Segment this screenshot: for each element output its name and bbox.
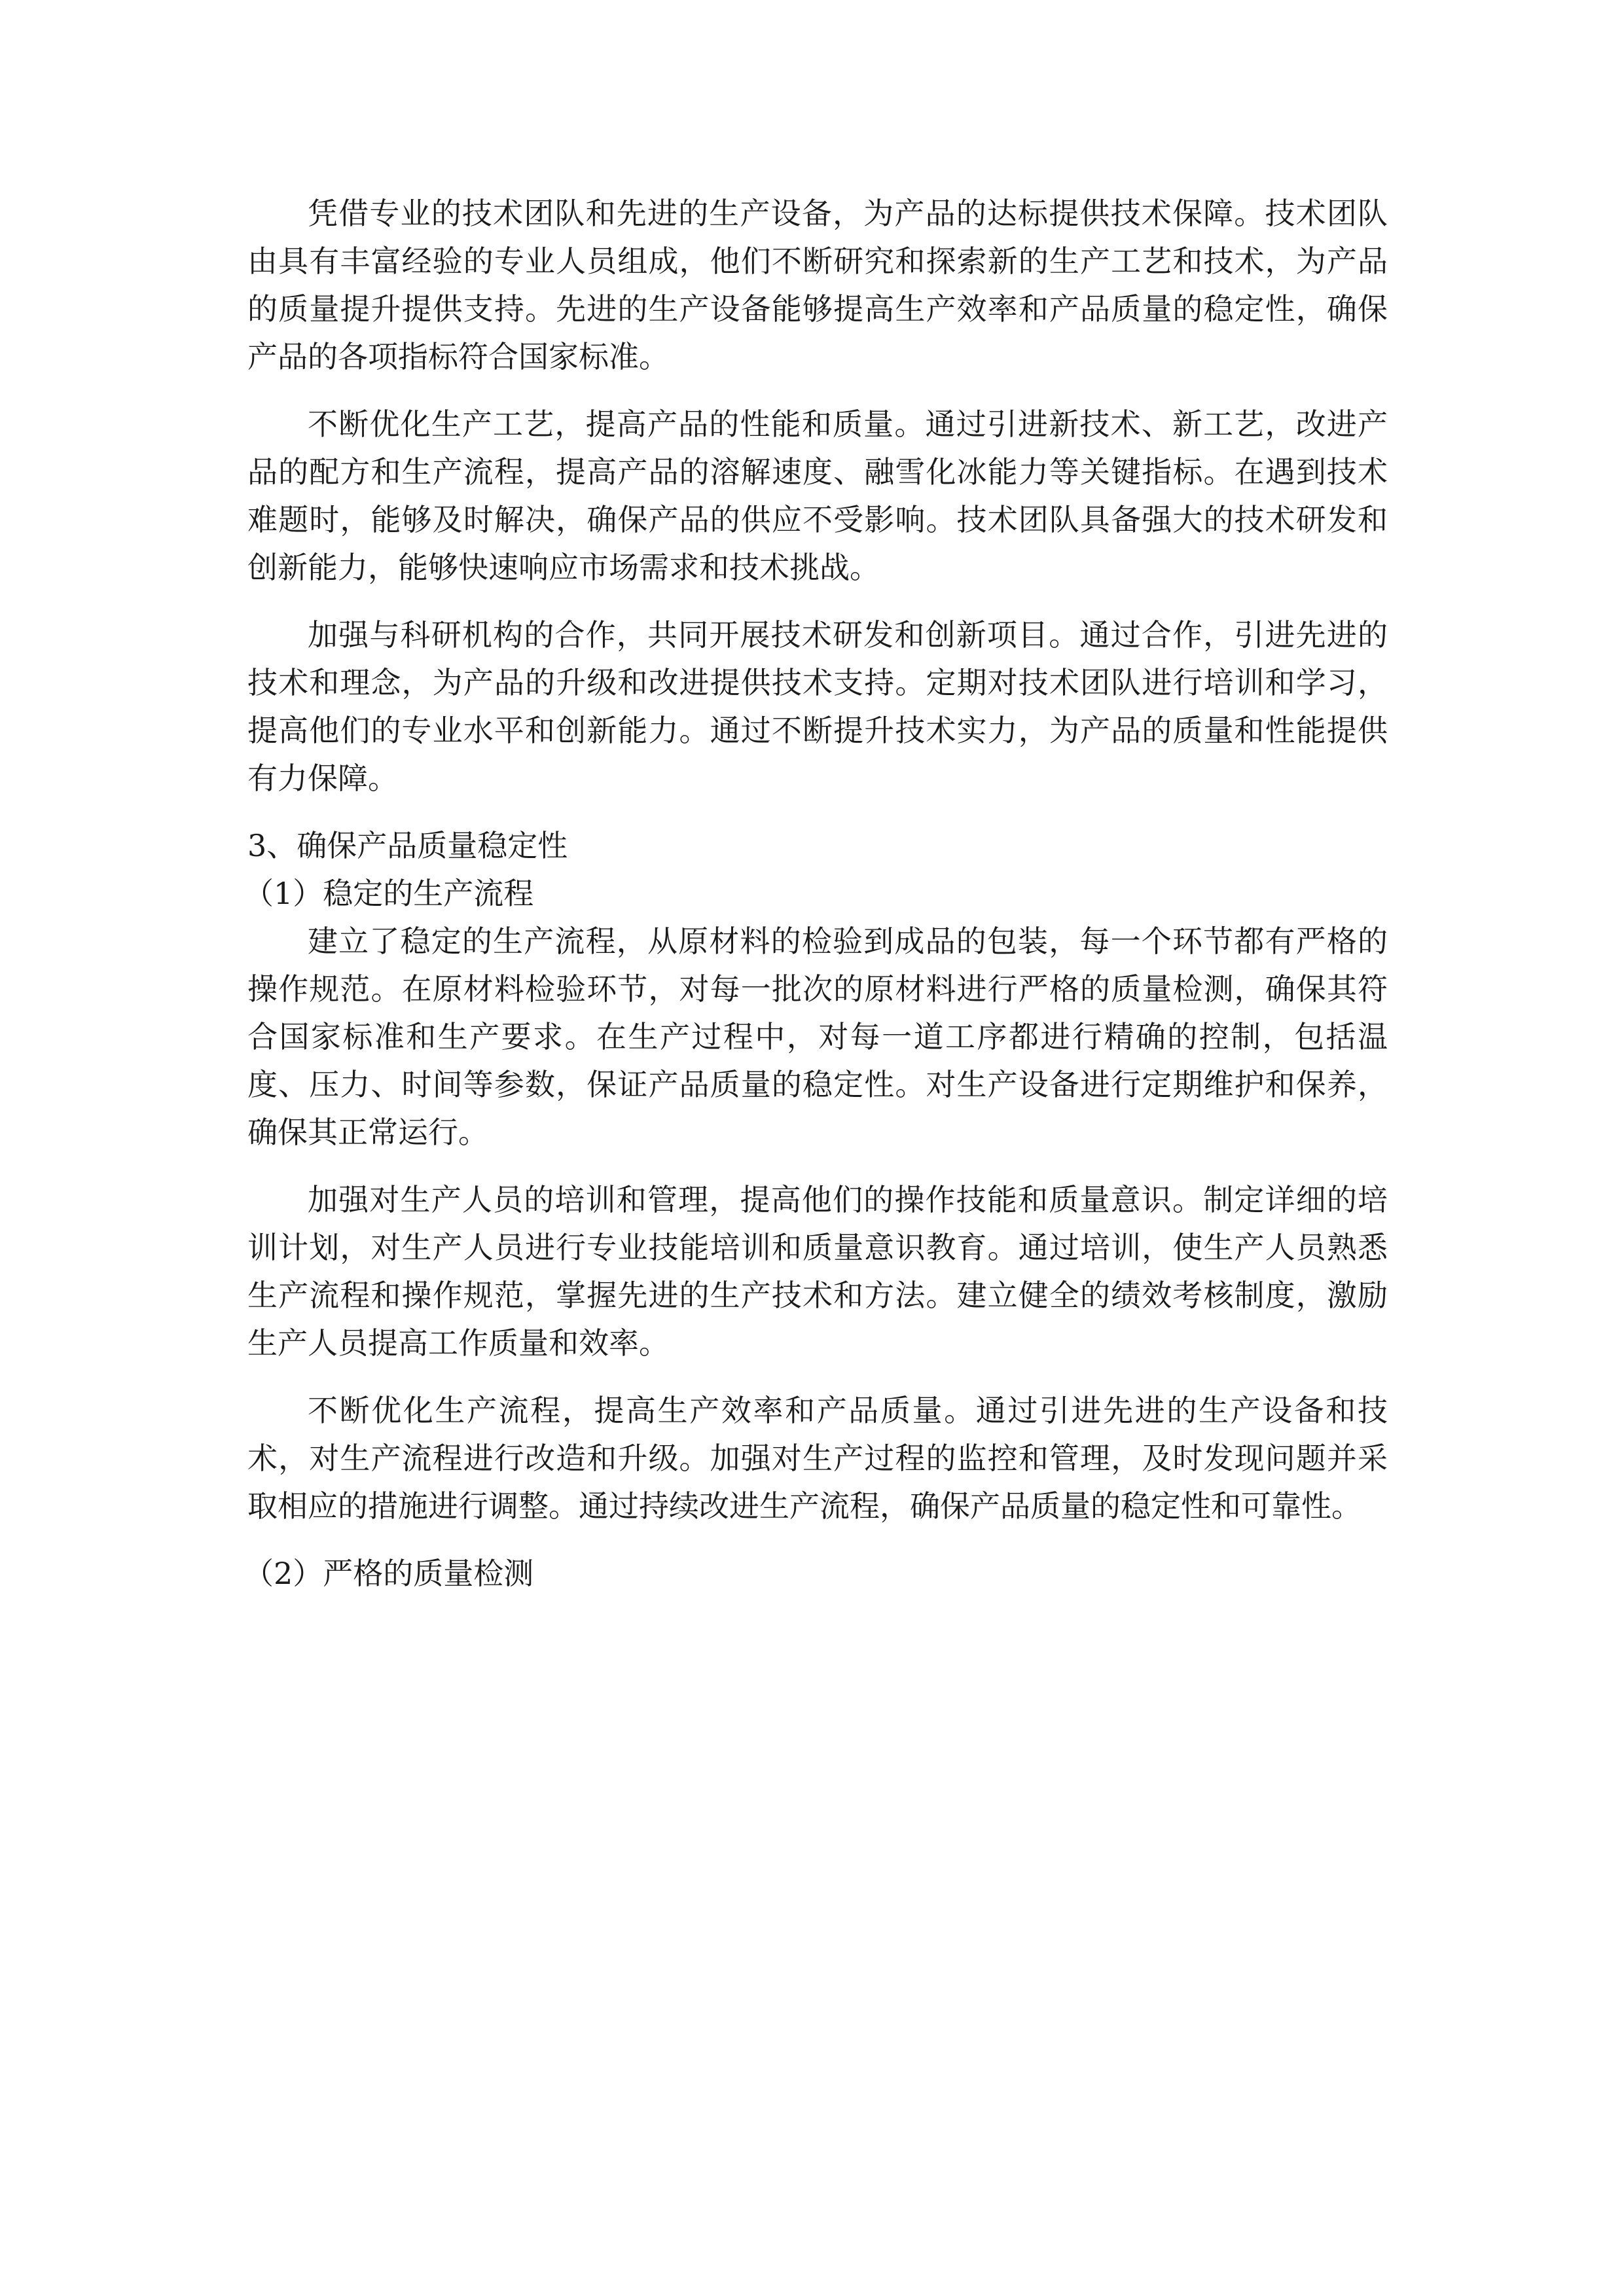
subsection-1-paragraph-3: 不断优化生产流程，提高生产效率和产品质量。通过引进先进的生产设备和技术，对生产流程进行改造和升级。加强对生产过程的监控和管理，及时发现问题并采取相应的措施进行调整。通过持续改进生产流程，确保产品质量的稳定性和可靠性。 bbox=[247, 1393, 1388, 1524]
section-heading: 3、确保产品质量稳定性 bbox=[247, 828, 568, 863]
subsection-1-heading: （1）稳定的生产流程 bbox=[244, 876, 534, 911]
intro-paragraph-3: 加强与科研机构的合作，共同开展技术研发和创新项目。通过合作，引进先进的技术和理念，为产品的升级和改进提供技术支持。定期对技术团队进行培训和学习，提高他们的专业水平和创新能力。通过不断提升技术实力，为产品的质量和性能提供有力保障。 bbox=[247, 617, 1388, 796]
intro-paragraph-1: 凭借专业的技术团队和先进的生产设备，为产品的达标提供技术保障。技术团队由具有丰富经验的专业人员组成，他们不断研究和探索新的生产工艺和技术，为产品的质量提升提供支持。先进的生产设备能够提高生产效率和产品质量的稳定性，确保产品的各项指标符合国家标准。 bbox=[247, 196, 1388, 374]
intro-paragraph-2: 不断优化生产工艺，提高产品的性能和质量。通过引进新技术、新工艺，改进产品的配方和生产流程，提高产品的溶解速度、融雪化冰能力等关键指标。在遇到技术难题时，能够及时解决，确保产品的供应不受影响。技术团队具备强大的技术研发和创新能力，能够快速响应市场需求和技术挑战。 bbox=[247, 406, 1388, 585]
subsection-1-paragraph-2: 加强对生产人员的培训和管理，提高他们的操作技能和质量意识。制定详细的培训计划，对生产人员进行专业技能培训和质量意识教育。通过培训，使生产人员熟悉生产流程和操作规范，掌握先进的生产技术和方法。建立健全的绩效考核制度，激励生产人员提高工作质量和效率。 bbox=[247, 1182, 1388, 1361]
document-page bbox=[244, 190, 1388, 1598]
subsection-2-heading: （2）严格的质量检测 bbox=[244, 1556, 534, 1591]
subsection-1-paragraph-1: 建立了稳定的生产流程，从原材料的检验到成品的包装，每一个环节都有严格的操作规范。在原材料检验环节，对每一批次的原材料进行严格的质量检测，确保其符合国家标准和生产要求。在生产过程中，对每一道工序都进行精确的控制，包括温度、压力、时间等参数，保证产品质量的稳定性。对生产设备进行定期维护和保养，确保其正常运行。 bbox=[247, 924, 1388, 1150]
